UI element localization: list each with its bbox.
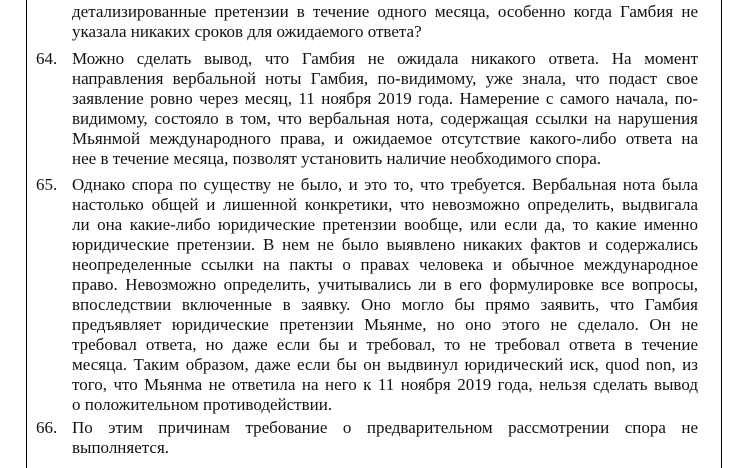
paragraph-line: неопределенные ссылки на пакты о правах человека и обычное международное [72,255,698,274]
paragraph-line: юридические претензии. В нем не было выявлено никаких фактов и содержались [72,235,698,254]
paragraph-line: Однако спора по существу не было, и это то, что требуется. Вербальная нота была [72,175,698,194]
intro-line: детализированные претензии в течение одного месяца, особенно когда Гамбия не [72,2,698,21]
paragraph-line: направления вербальной ноты Гамбия, по-видимому, уже знала, что подаст свое [72,69,698,88]
paragraph-line: о положительном противодействии. [72,395,333,414]
paragraph-line: впоследствии включенные в заявку. Оно могло бы прямо заявить, что Гамбия [72,295,698,314]
paragraph-number: 66. [36,418,58,437]
paragraph-line: Мьянмой международного права, и ожидаемое отсутствие какого-либо ответа на [72,129,698,148]
paragraph-line: Можно сделать вывод, что Гамбия не ожидала никакого ответа. На момент [72,49,698,68]
paragraph-line: видимому, состояло в том, что вербальная нота, содержащая ссылки на нарушения [72,109,698,128]
paragraph-line: предъявляет юридические претензии Мьянме, но оно этого не сделало. Он не [72,315,698,334]
paragraph-number: 64. [36,49,58,68]
paragraph-line: настолько общей и лишенной конкретики, что невозможно определить, выдвигала [72,195,698,214]
paragraph-line: выполняется. [72,438,170,457]
paragraph-line: По этим причинам требование о предварительном рассмотрении спора не [72,418,698,437]
paragraph-line: требовал ответа, но даже если бы и требовал, то не требовал ответа в течение [72,335,698,354]
paragraph-number: 65. [36,175,58,194]
paragraph-line: право. Невозможно определить, учитывались ли в его формулировке все вопросы, [72,275,698,294]
paragraph-line: нее в течение месяца, позволят установить наличие необходимого спора. [72,149,602,168]
paragraph-line: месяца. Таким образом, даже если бы он выдвинул юридический иск, quod non, из [72,355,698,374]
paragraph-line: ли она какие-либо юридические претензии вообще, или если да, то какие именно [72,215,698,234]
intro-line: указала никаких сроков для ожидаемого ответа? [72,22,422,41]
paragraph-line: того, что Мьянма не ответила на него к 11 ноября 2019 года, нельзя сделать вывод [72,375,698,394]
paragraph-line: заявление ровно через месяц, 11 ноября 2019 года. Намерение с самого начала, по- [72,89,698,108]
